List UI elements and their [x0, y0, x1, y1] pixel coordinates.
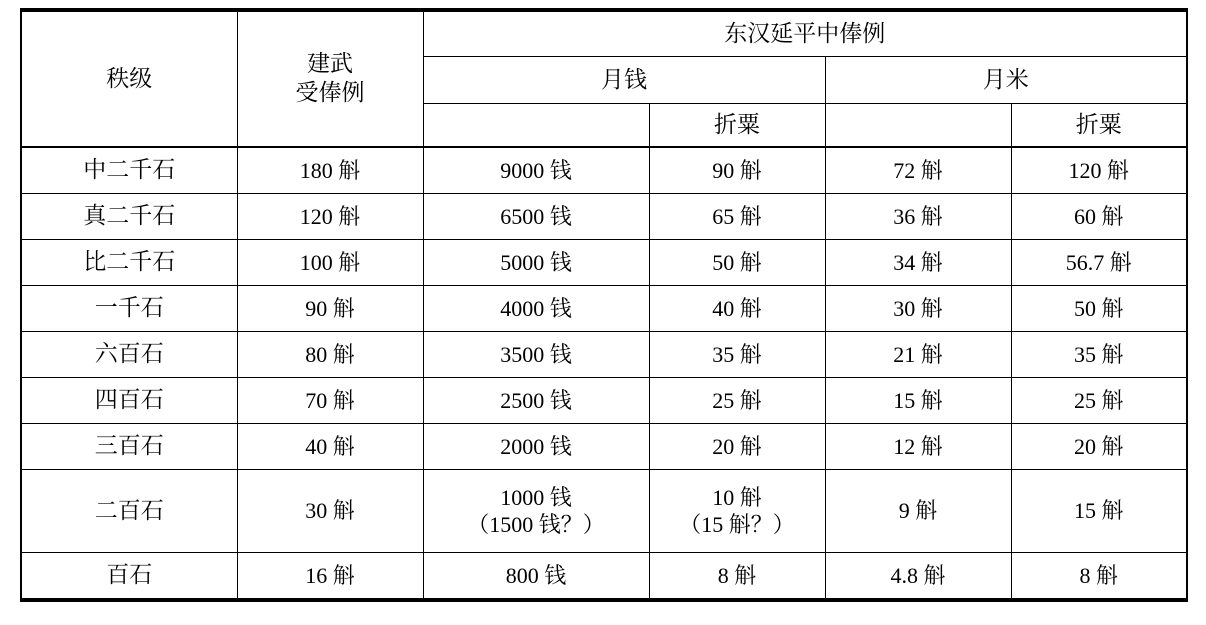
cell-yueqian-value: 1000 钱 — [500, 484, 572, 510]
cell-yueqian-zhesu-note: （15 斛？） — [679, 512, 795, 537]
cell-rank: 三百石 — [21, 424, 237, 470]
cell-yueqian: 800 钱 — [423, 553, 649, 601]
table-row — [21, 194, 1187, 240]
header-row-1 — [21, 10, 1187, 57]
cell-rank: 一千石 — [21, 286, 237, 332]
cell-yuemi-zhesu: 15 斛 — [1011, 470, 1187, 553]
cell-jianwu: 100 斛 — [237, 240, 423, 286]
cell-yueqian-zhesu: 50 斛 — [649, 240, 825, 286]
cell-yuemi: 12 斛 — [825, 424, 1011, 470]
cell-yuemi: 21 斛 — [825, 332, 1011, 378]
header-jianwu-line1: 建武 — [307, 51, 353, 77]
cell-rank: 比二千石 — [21, 240, 237, 286]
cell-yueqian: 4000 钱 — [423, 286, 649, 332]
cell-jianwu: 180 斛 — [237, 147, 423, 194]
cell-yueqian: 2500 钱 — [423, 378, 649, 424]
cell-yuemi-zhesu: 8 斛 — [1011, 553, 1187, 601]
cell-yueqian-note: （1500 钱？） — [467, 512, 605, 537]
header-jianwu — [237, 10, 423, 147]
cell-yueqian-zhesu: 25 斛 — [649, 378, 825, 424]
cell-rank: 六百石 — [21, 332, 237, 378]
cell-yuemi: 4.8 斛 — [825, 553, 1011, 601]
cell-rank: 真二千石 — [21, 194, 237, 240]
header-donghan-group: 东汉延平中俸例 — [423, 10, 1187, 57]
header-yueqian-blank — [423, 104, 649, 148]
header-yuemi-blank — [825, 104, 1011, 148]
cell-yuemi: 72 斛 — [825, 147, 1011, 194]
cell-yueqian-zhesu: 65 斛 — [649, 194, 825, 240]
table-row — [21, 147, 1187, 194]
table-row — [21, 424, 1187, 470]
cell-yuemi-zhesu: 20 斛 — [1011, 424, 1187, 470]
table-row — [21, 553, 1187, 601]
cell-jianwu: 90 斛 — [237, 286, 423, 332]
cell-yueqian: 2000 钱 — [423, 424, 649, 470]
header-yueqian-zhesu: 折粟 — [649, 104, 825, 148]
cell-yueqian: 5000 钱 — [423, 240, 649, 286]
cell-jianwu: 30 斛 — [237, 470, 423, 553]
header-rank: 秩级 — [21, 10, 237, 147]
cell-yuemi: 9 斛 — [825, 470, 1011, 553]
cell-yueqian: 9000 钱 — [423, 147, 649, 194]
cell-yuemi-zhesu: 60 斛 — [1011, 194, 1187, 240]
cell-yueqian-zhesu — [649, 470, 825, 553]
header-jianwu-line2: 受俸例 — [295, 80, 365, 105]
header-yuemi: 月米 — [825, 57, 1187, 104]
cell-yueqian: 3500 钱 — [423, 332, 649, 378]
cell-yueqian-zhesu: 8 斛 — [649, 553, 825, 601]
cell-yueqian-zhesu: 20 斛 — [649, 424, 825, 470]
cell-yuemi-zhesu: 50 斛 — [1011, 286, 1187, 332]
cell-yuemi-zhesu: 56.7 斛 — [1011, 240, 1187, 286]
cell-yueqian-zhesu-value: 10 斛 — [712, 484, 762, 510]
cell-rank: 百石 — [21, 553, 237, 601]
cell-yuemi: 34 斛 — [825, 240, 1011, 286]
cell-yueqian — [423, 470, 649, 553]
header-yueqian: 月钱 — [423, 57, 825, 104]
wage-table — [20, 8, 1188, 602]
cell-yueqian-zhesu: 35 斛 — [649, 332, 825, 378]
cell-yuemi-zhesu: 120 斛 — [1011, 147, 1187, 194]
cell-rank: 中二千石 — [21, 147, 237, 194]
cell-yuemi: 15 斛 — [825, 378, 1011, 424]
table-row — [21, 286, 1187, 332]
cell-jianwu: 40 斛 — [237, 424, 423, 470]
cell-yuemi-zhesu: 25 斛 — [1011, 378, 1187, 424]
table-row — [21, 240, 1187, 286]
cell-yuemi: 36 斛 — [825, 194, 1011, 240]
cell-yueqian-zhesu: 90 斛 — [649, 147, 825, 194]
cell-jianwu: 120 斛 — [237, 194, 423, 240]
table-row — [21, 470, 1187, 553]
cell-yuemi-zhesu: 35 斛 — [1011, 332, 1187, 378]
table-row — [21, 332, 1187, 378]
cell-yuemi: 30 斛 — [825, 286, 1011, 332]
header-yuemi-zhesu: 折粟 — [1011, 104, 1187, 148]
cell-rank: 二百石 — [21, 470, 237, 553]
cell-jianwu: 16 斛 — [237, 553, 423, 601]
cell-rank: 四百石 — [21, 378, 237, 424]
cell-jianwu: 80 斛 — [237, 332, 423, 378]
cell-yueqian-zhesu: 40 斛 — [649, 286, 825, 332]
table-row — [21, 378, 1187, 424]
cell-yueqian: 6500 钱 — [423, 194, 649, 240]
cell-jianwu: 70 斛 — [237, 378, 423, 424]
